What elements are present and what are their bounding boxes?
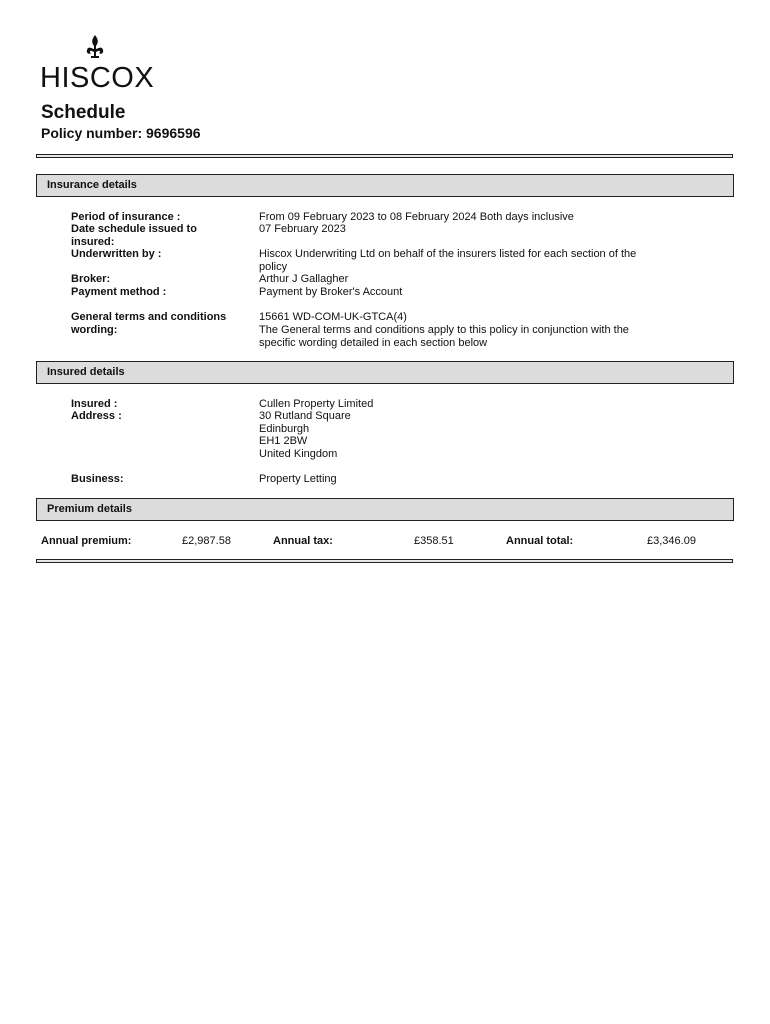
period-label: Period of insurance :: [71, 211, 181, 223]
address-line: Edinburgh: [259, 423, 310, 435]
payment-label: Payment method :: [71, 286, 167, 298]
address-label: Address :: [71, 410, 122, 422]
annual-total-value: £3,346.09: [647, 535, 696, 547]
fleur-de-lis-icon: [82, 34, 108, 62]
insured-label: Insured :: [71, 398, 118, 410]
insured-value: Cullen Property Limited: [259, 398, 374, 410]
hiscox-logo: [40, 32, 155, 94]
annual-tax-label: Annual tax:: [273, 535, 333, 547]
brand-wordmark: HISCOX: [40, 62, 155, 94]
underwritten-value: Hiscox Underwriting Ltd on behalf of the insurers listed for each section of the policy: [259, 248, 637, 273]
period-value: From 09 February 2023 to 08 February 2024 Both days inclusive: [259, 211, 574, 223]
address-line: EH1 2BW: [259, 435, 308, 447]
insured-details-header: Insured details: [36, 361, 734, 384]
annual-tax-value: £358.51: [414, 535, 454, 547]
broker-value: Arthur J Gallagher: [259, 273, 349, 285]
terms-code: 15661 WD-COM-UK-GTCA(4): [259, 311, 407, 323]
divider-top: [36, 154, 733, 158]
annual-premium-value: £2,987.58: [182, 535, 231, 547]
page-title: Schedule: [41, 102, 126, 123]
address-line: United Kingdom: [259, 448, 338, 460]
annual-total-label: Annual total:: [506, 535, 574, 547]
annual-premium-label: Annual premium:: [41, 535, 132, 547]
terms-description: The General terms and conditions apply to this policy in conjunction with the specific wording detailed in each section below: [259, 324, 629, 349]
date-issued-value: 07 February 2023: [259, 223, 346, 235]
business-label: Business:: [71, 473, 124, 485]
terms-label: General terms and conditions wording:: [71, 311, 227, 336]
address-line: 30 Rutland Square: [259, 410, 351, 422]
premium-details-header: Premium details: [36, 498, 734, 521]
underwritten-label: Underwritten by :: [71, 248, 162, 260]
date-issued-label: Date schedule issued to insured:: [71, 223, 197, 248]
business-value: Property Letting: [259, 473, 337, 485]
broker-label: Broker:: [71, 273, 111, 285]
policy-number: Policy number: 9696596: [41, 125, 201, 141]
divider-bottom: [36, 559, 733, 563]
payment-value: Payment by Broker's Account: [259, 286, 403, 298]
insurance-details-header: Insurance details: [36, 174, 734, 197]
